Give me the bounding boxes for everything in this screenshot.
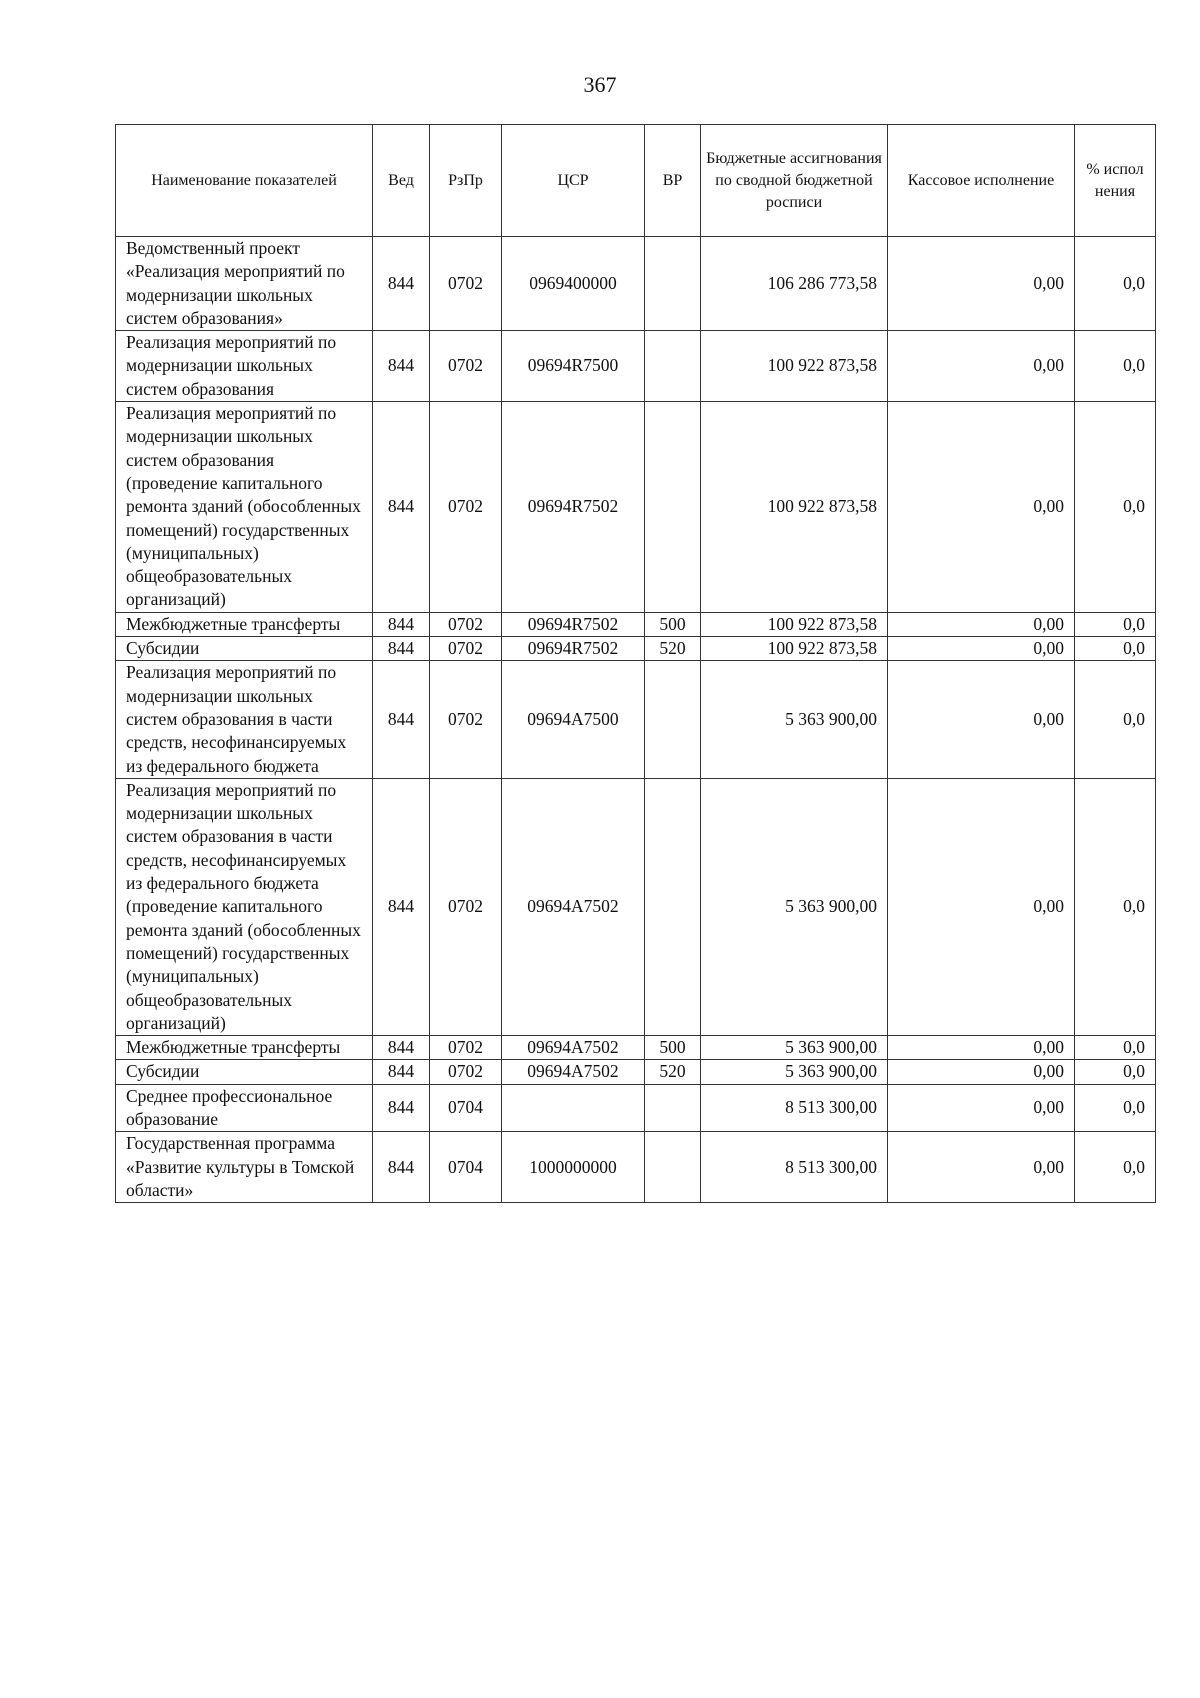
table-body [116,237,1156,1203]
cell-name: Межбюджетные трансферты [116,1036,373,1060]
table-row [116,1084,1156,1132]
cell-budget: 100 922 873,58 [701,331,888,402]
cell-pct: 0,0 [1075,402,1156,613]
cell-rzpr: 0704 [430,1132,502,1203]
header-rzpr: РзПр [430,125,502,237]
header-vr: ВР [645,125,701,237]
cell-ved: 844 [373,637,430,661]
cell-ved: 844 [373,778,430,1035]
cell-pct: 0,0 [1075,778,1156,1035]
cell-rzpr: 0702 [430,1060,502,1084]
table-header [116,125,1156,237]
table-row [116,778,1156,1035]
cell-csr: 09694R7502 [502,637,645,661]
cell-vr [645,778,701,1035]
table-row [116,402,1156,613]
cell-name: Реализация мероприятий по модернизации школьных систем образования (проведение капитального ремонта зданий (обособленных помещений) государственных (муниципальных) общеобразовательных организаций) [116,402,373,613]
cell-rzpr: 0702 [430,402,502,613]
cell-kass: 0,00 [888,331,1075,402]
cell-name: Среднее профессиональное образование [116,1084,373,1132]
cell-kass: 0,00 [888,1084,1075,1132]
cell-rzpr: 0702 [430,1036,502,1060]
cell-csr [502,1084,645,1132]
cell-budget: 100 922 873,58 [701,637,888,661]
cell-budget: 100 922 873,58 [701,612,888,636]
cell-name: Субсидии [116,637,373,661]
cell-vr [645,1084,701,1132]
table-row [116,661,1156,778]
cell-csr: 09694A7500 [502,661,645,778]
header-budget: Бюджетные ассигнования по сводной бюджетной росписи [701,125,888,237]
cell-vr: 520 [645,1060,701,1084]
cell-kass: 0,00 [888,1060,1075,1084]
cell-name: Реализация мероприятий по модернизации школьных систем образования в части средств, несофинансируемых из федерального бюджета [116,661,373,778]
cell-csr: 09694A7502 [502,1036,645,1060]
cell-csr: 09694R7502 [502,402,645,613]
header-csr: ЦСР [502,125,645,237]
header-pct: % испол нения [1075,125,1156,237]
cell-ved: 844 [373,1084,430,1132]
cell-kass: 0,00 [888,778,1075,1035]
cell-name: Субсидии [116,1060,373,1084]
cell-csr: 09694A7502 [502,778,645,1035]
cell-kass: 0,00 [888,1132,1075,1203]
table-row [116,612,1156,636]
cell-name: Реализация мероприятий по модернизации школьных систем образования в части средств, несофинансируемых из федерального бюджета (проведение капитального ремонта зданий (обособленных помещений) государственных (муниципальных) общеобразовательных организаций) [116,778,373,1035]
cell-kass: 0,00 [888,1036,1075,1060]
cell-ved: 844 [373,661,430,778]
table-row [116,1132,1156,1203]
budget-execution-table [115,124,1156,1203]
cell-budget: 100 922 873,58 [701,402,888,613]
cell-budget: 5 363 900,00 [701,1060,888,1084]
cell-pct: 0,0 [1075,1036,1156,1060]
cell-kass: 0,00 [888,402,1075,613]
cell-csr: 1000000000 [502,1132,645,1203]
cell-vr [645,661,701,778]
cell-budget: 8 513 300,00 [701,1132,888,1203]
cell-vr: 500 [645,1036,701,1060]
cell-vr [645,1132,701,1203]
cell-rzpr: 0702 [430,661,502,778]
cell-vr [645,402,701,613]
cell-pct: 0,0 [1075,637,1156,661]
header-ved: Вед [373,125,430,237]
cell-pct: 0,0 [1075,661,1156,778]
cell-rzpr: 0702 [430,778,502,1035]
cell-name: Межбюджетные трансферты [116,612,373,636]
cell-vr: 500 [645,612,701,636]
cell-ved: 844 [373,1060,430,1084]
cell-ved: 844 [373,612,430,636]
cell-budget: 8 513 300,00 [701,1084,888,1132]
cell-rzpr: 0702 [430,612,502,636]
cell-pct: 0,0 [1075,331,1156,402]
cell-kass: 0,00 [888,661,1075,778]
cell-vr: 520 [645,637,701,661]
cell-rzpr: 0702 [430,637,502,661]
cell-rzpr: 0704 [430,1084,502,1132]
page-number: 367 [583,72,617,97]
table-row [116,1060,1156,1084]
table-row [116,237,1156,331]
header-row [116,125,1156,237]
cell-kass: 0,00 [888,637,1075,661]
cell-ved: 844 [373,1132,430,1203]
cell-pct: 0,0 [1075,1060,1156,1084]
header-kass: Кассовое исполнение [888,125,1075,237]
cell-kass: 0,00 [888,237,1075,331]
cell-ved: 844 [373,237,430,331]
table-row [116,637,1156,661]
cell-ved: 844 [373,331,430,402]
cell-budget: 5 363 900,00 [701,1036,888,1060]
cell-csr: 09694A7502 [502,1060,645,1084]
cell-vr [645,237,701,331]
header-name: Наименование показателей [116,125,373,237]
cell-pct: 0,0 [1075,612,1156,636]
cell-vr [645,331,701,402]
cell-kass: 0,00 [888,612,1075,636]
cell-name: Ведомственный проект «Реализация мероприятий по модернизации школьных систем образования» [116,237,373,331]
cell-name: Реализация мероприятий по модернизации школьных систем образования [116,331,373,402]
cell-budget: 5 363 900,00 [701,661,888,778]
cell-pct: 0,0 [1075,1084,1156,1132]
cell-budget: 106 286 773,58 [701,237,888,331]
cell-csr: 0969400000 [502,237,645,331]
table-row [116,331,1156,402]
cell-csr: 09694R7502 [502,612,645,636]
cell-budget: 5 363 900,00 [701,778,888,1035]
cell-ved: 844 [373,402,430,613]
cell-pct: 0,0 [1075,1132,1156,1203]
cell-pct: 0,0 [1075,237,1156,331]
table-row [116,1036,1156,1060]
cell-rzpr: 0702 [430,331,502,402]
cell-name: Государственная программа «Развитие культуры в Томской области» [116,1132,373,1203]
cell-rzpr: 0702 [430,237,502,331]
cell-csr: 09694R7500 [502,331,645,402]
cell-ved: 844 [373,1036,430,1060]
